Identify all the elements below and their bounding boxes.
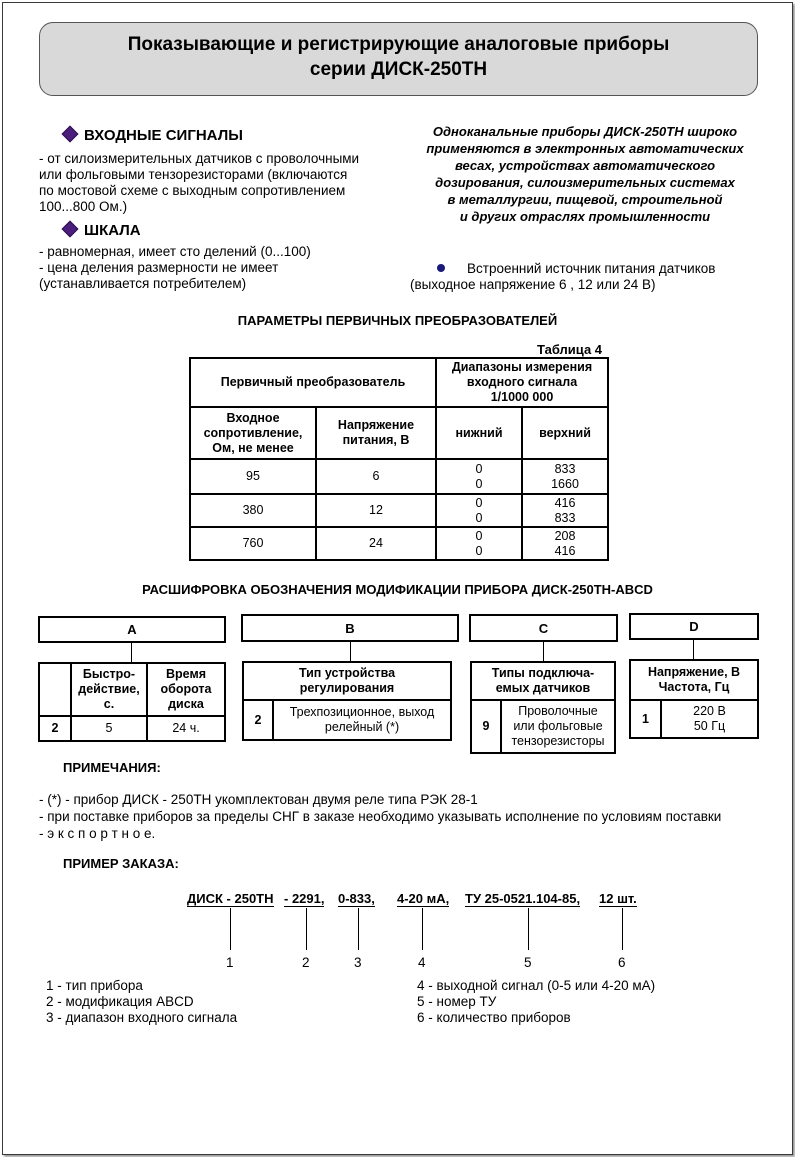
- mod-a-h2-line: Время: [166, 667, 206, 681]
- order-part: 0-833,: [338, 891, 375, 906]
- header-voltage-line: Напряжение: [337, 418, 415, 432]
- title-line-1: Показывающие и регистрирующие аналоговые приборы: [127, 34, 670, 55]
- input-signals-line: 100...800 Ом.): [39, 199, 128, 214]
- mod-b-v-line: Трехпозиционное, выход: [289, 705, 435, 719]
- legend-left: 3 - диапазон входного сигнала: [46, 1010, 238, 1025]
- mod-a-v2: 24 ч.: [172, 721, 200, 735]
- cell-upper-value: 416: [554, 495, 576, 510]
- params-title: ПАРАМЕТРЫ ПЕРВИЧНЫХ ПРЕОБРАЗОВАТЕЛЕЙ: [237, 313, 558, 328]
- cell-resistance: 95: [246, 469, 260, 483]
- legend-right: 4 - выходной сигнал (0-5 или 4-20 мА): [417, 978, 656, 993]
- mod-d-v-line: 220 В: [693, 704, 726, 718]
- intro-line: применяются в электронных автоматических: [426, 141, 744, 156]
- mod-a-h1-line: Быстро-: [82, 667, 136, 681]
- mod-a-h1-line: с.: [103, 697, 115, 711]
- order-part: ДИСК - 250ТН: [187, 891, 274, 906]
- intro-line: в металлургии, пищевой, строительной: [447, 192, 723, 207]
- cell-lower-value: 0: [475, 495, 483, 510]
- notes-line: - (*) - прибор ДИСК - 250ТН укомплектован двумя реле типа РЭК 28-1: [39, 792, 478, 807]
- cell-upper-value: 208: [554, 528, 576, 543]
- mod-c-v-line: или фольговые: [513, 719, 603, 733]
- header-resistance: [191, 408, 315, 458]
- header-resistance-line: сопротивление,: [203, 425, 303, 440]
- mod-b-v-line: релейный (*): [324, 720, 400, 734]
- order-part: 12 шт.: [599, 891, 637, 906]
- title-line-2: серии ДИСК-250ТН: [309, 59, 488, 80]
- mod-d-h-line: Напряжение, В: [647, 665, 741, 679]
- mod-c-code: 9: [482, 719, 490, 733]
- callout-number: 1: [226, 955, 234, 970]
- input-signals-heading: ВХОДНЫЕ СИГНАЛЫ: [84, 127, 243, 144]
- cell-upper-value: 1660: [551, 476, 579, 491]
- callout-line: [230, 908, 231, 950]
- cell-resistance: 380: [242, 503, 264, 517]
- mod-a-h2: [148, 664, 224, 715]
- mod-b-h: [244, 663, 450, 699]
- cell-upper: [523, 528, 607, 559]
- legend-right: 6 - количество приборов: [417, 1010, 571, 1025]
- header-ranges-line: Диапазоны измерения: [451, 360, 593, 374]
- order-part: 4-20 мА,: [397, 891, 450, 906]
- callout-number: 2: [302, 955, 310, 970]
- intro-line: дозирования, силоизмерительных системах: [435, 175, 735, 190]
- input-signals-line: или фольговыми тензорезисторами (включаются: [39, 167, 348, 182]
- legend-right: 5 - номер ТУ: [417, 994, 497, 1009]
- mod-c-h-line: емых датчиков: [495, 681, 591, 695]
- legend-left: 2 - модификация ABCD: [46, 994, 194, 1009]
- callout-line: [358, 908, 359, 950]
- cell-upper-value: 833: [554, 461, 576, 476]
- scale-line: (устанавливается потребителем): [39, 276, 247, 291]
- mod-c-label: С: [538, 620, 549, 636]
- mod-a-h1: [72, 664, 146, 715]
- header-ranges-line: 1/1000 000: [490, 390, 554, 404]
- mod-a-h2-line: диска: [168, 697, 204, 711]
- mod-d-code: 1: [642, 711, 649, 726]
- scale-line: - цена деления размерности не имеет: [39, 260, 279, 275]
- mod-a-h1-line: действие,: [78, 682, 140, 696]
- mod-a-h2-line: оборота: [160, 682, 212, 696]
- cell-upper-value: 833: [554, 510, 576, 525]
- table-caption: Таблица 4: [537, 342, 603, 357]
- callout-number: 4: [418, 955, 426, 970]
- callout-line: [306, 908, 307, 950]
- connector-line: [131, 643, 132, 662]
- scale-heading: ШКАЛА: [84, 222, 141, 239]
- mod-d-v: [662, 701, 757, 737]
- cell-upper: [523, 495, 607, 526]
- intro-line: весах, устройствах автоматического: [454, 158, 716, 173]
- mod-c-v-line: тензорезисторы: [511, 734, 605, 748]
- intro-line: Одноканальные приборы ДИСК-250ТН широко: [432, 124, 738, 139]
- callout-number: 3: [354, 955, 362, 970]
- scale-line: - равномерная, имеет сто делений (0...100): [39, 244, 311, 259]
- callout-line: [422, 908, 423, 950]
- cell-lower: [437, 495, 521, 526]
- callout-number: 5: [524, 955, 532, 970]
- cell-lower-value: 0: [475, 476, 483, 491]
- mod-d-h-line: Частота, Гц: [658, 680, 730, 694]
- mod-b-h-line: Тип устройства: [298, 666, 396, 680]
- cell-lower: [437, 460, 521, 493]
- mod-c-h-line: Типы подключа-: [491, 666, 595, 680]
- mod-c-v-line: Проволочные: [518, 704, 598, 718]
- mod-b-code: 2: [254, 712, 262, 727]
- header-voltage: [317, 408, 435, 458]
- cell-voltage: 24: [369, 536, 383, 550]
- cell-voltage: 6: [372, 469, 380, 483]
- cell-resistance: 760: [242, 536, 264, 550]
- header-resistance-line: Ом, не менее: [212, 440, 294, 455]
- input-signals-line: по мостовой схеме с выходным сопротивлением: [39, 183, 346, 198]
- mod-a-code: 2: [51, 721, 59, 735]
- callout-number: 6: [618, 955, 626, 970]
- cell-lower-value: 0: [475, 528, 483, 543]
- header-voltage-line: питания, В: [342, 433, 410, 447]
- intro-line: и других отраслях промышленности: [459, 209, 711, 224]
- mod-a-label: А: [127, 622, 137, 637]
- mod-c-h: [472, 663, 614, 699]
- header-upper: верхний: [539, 425, 591, 440]
- connector-line: [350, 642, 351, 661]
- cell-lower-value: 0: [475, 543, 483, 558]
- power-line-2: (выходное напряжение 6 , 12 или 24 В): [410, 277, 656, 292]
- mod-d-v-line: 50 Гц: [693, 719, 726, 733]
- header-converter: Первичный преобразователь: [220, 375, 406, 389]
- header-ranges: [437, 359, 607, 406]
- cell-lower-value: 0: [475, 510, 483, 525]
- mod-d-h: [631, 661, 757, 699]
- mod-b-v: [274, 701, 450, 739]
- header-ranges-line: входного сигнала: [466, 375, 578, 389]
- notes-heading: ПРИМЕЧАНИЯ:: [63, 760, 161, 775]
- mod-b-label: В: [345, 620, 355, 636]
- cell-lower: [437, 528, 521, 559]
- callout-line: [622, 908, 623, 950]
- cell-voltage: 12: [369, 503, 383, 517]
- example-heading: ПРИМЕР ЗАКАЗА:: [63, 856, 179, 871]
- cell-lower-value: 0: [475, 461, 483, 476]
- dot-bullet-icon: [437, 264, 445, 272]
- title-box: [39, 22, 758, 96]
- order-part: - 2291,: [284, 891, 325, 906]
- mod-d-label: D: [689, 619, 699, 634]
- order-part: ТУ 25-0521.104-85,: [465, 891, 581, 906]
- notes-line: - при поставке приборов за пределы СНГ в заказе необходимо указывать исполнение по условиям поставки: [39, 809, 722, 824]
- input-signals-line: - от силоизмерительных датчиков с проволочными: [39, 151, 360, 166]
- decode-title: РАСШИФРОВКА ОБОЗНАЧЕНИЯ МОДИФИКАЦИИ ПРИБОРА ДИСК-250ТН-ABCD: [142, 582, 653, 597]
- mod-a-v1: 5: [105, 721, 113, 735]
- legend-left: 1 - тип прибора: [46, 978, 143, 993]
- connector-line: [543, 642, 544, 661]
- header-lower: нижний: [455, 425, 503, 440]
- callout-line: [528, 908, 529, 950]
- mod-b-h-line: регулирования: [299, 681, 395, 695]
- cell-upper: [523, 460, 607, 493]
- cell-upper-value: 416: [554, 543, 576, 558]
- connector-line: [693, 640, 694, 659]
- power-line-1: Встроенний источник питания датчиков: [467, 261, 716, 276]
- header-resistance-line: Входное: [226, 410, 280, 425]
- mod-c-v: [502, 701, 614, 752]
- notes-line: - э к с п о р т н о е.: [39, 826, 156, 841]
